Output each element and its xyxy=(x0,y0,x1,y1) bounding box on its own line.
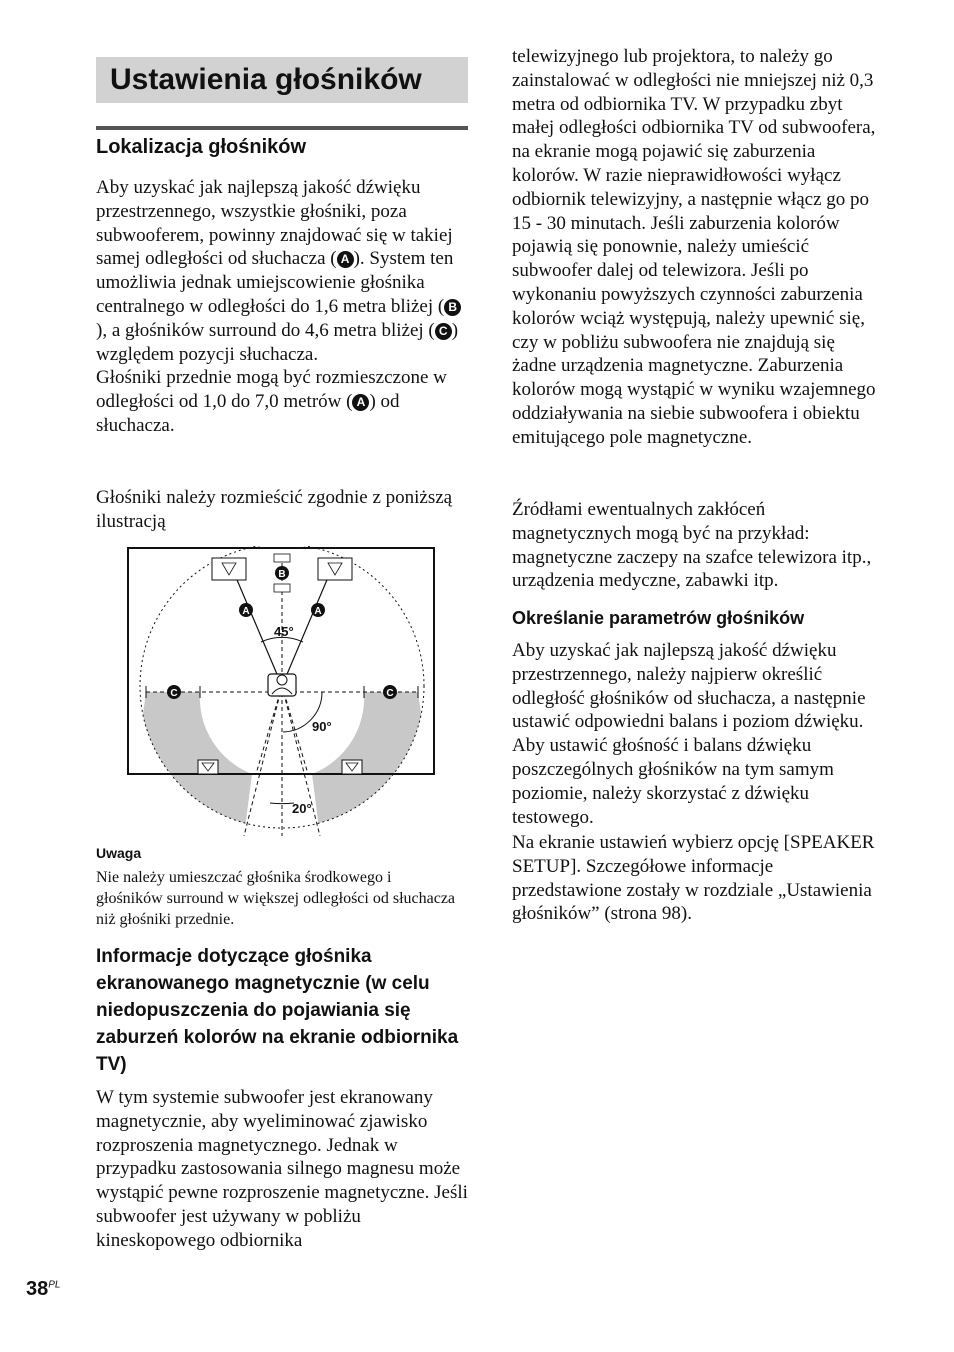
surround-right-speaker xyxy=(342,760,362,774)
angle-label-rear: 20° xyxy=(292,801,312,816)
paragraph-informacje-2: Źródłami ewentualnych zakłóceń magnetycznych mogą być na przykład: magnetyczne zaczepy na szafce telewizora itp., urządzenia medyczne, zabawki itp. xyxy=(512,499,872,592)
surround-left-speaker xyxy=(198,760,218,774)
paragraph-informacje-1-cont: telewizyjnego lub projektora, to należy go zainstalować w odległości nie mniejszej niż 0,3 metra od odbiornika TV. W przypadku zbyt małej odległości odbiornika TV od subwoofera, na ekranie mogą pojawić się zaburzenia kolorów. W razie nieprawidłowości wyłącz odbiornik telewizyjny, a następnie włącz go po 15 - 30 minutach. Jeśli zaburzenia kolorów pojawią się ponownie, należy umieścić subwoofer dalej od telewizora. Jeśli po wykonaniu powyższych czynności zaburzenia kolorów wciąż występują, należy upewnić się, czy w pobliżu subwoofera nie znajdują się żadne urządzenia magnetyczne. Zaburzenia kolorów mogą wystąpić w wyniku wzajemnego oddziaływania na siebie subwoofera i obiektu emitującego pole magnetyczne. xyxy=(512,46,876,448)
badge-a: A xyxy=(337,251,354,268)
page-title: Ustawienia głośników xyxy=(96,57,468,103)
surround-zone-left xyxy=(126,692,252,836)
svg-text:A: A xyxy=(314,606,322,617)
text-span: ). System ten umożliwia jednak umiejscowienie głośnika centralnego w odległości do 1,6 metra bliżej ( xyxy=(96,248,454,317)
paragraph-okreslanie-1: Aby uzyskać jak najlepszą jakość dźwięku przestrzennego, należy najpierw określić odległość głośników od słuchacza, a następnie ustawić odpowiedni balans i poziom dźwięku. Aby ustawić głośność i balans dźwięku poszczególnych głośników na tym samym poziomie, należy skorzystać z dźwięku testowego. xyxy=(512,640,866,828)
listener-icon xyxy=(268,674,296,696)
paragraph-lokalizacja-1 xyxy=(96,176,468,438)
svg-text:B: B xyxy=(278,569,286,580)
angle-label-side: 90° xyxy=(312,719,332,734)
paragraph-okreslanie-2: Na ekranie ustawień wybierz opcję [SPEAKER SETUP]. Szczegółowe informacje przedstawione zostały w rozdziale „Ustawienia głośników” (strona 98). xyxy=(512,832,875,925)
page-number xyxy=(26,1278,60,1301)
page-number-suffix: PL xyxy=(48,1279,61,1291)
svg-text:C: C xyxy=(386,688,394,699)
diagram-badge-a-left xyxy=(239,603,253,617)
speaker-placement-diagram xyxy=(126,546,438,836)
badge-a: A xyxy=(352,394,369,411)
heading-informacje: Informacje dotyczące głośnika ekranowanego magnetycznie (w celu niedopuszczenia do pojawiania się zaburzeń kolorów na ekranie odbiornika TV) xyxy=(96,946,459,1075)
text-span: Głośniki przednie mogą być rozmieszczone w odległości od 1,0 do 7,0 metrów ( xyxy=(96,367,447,413)
diagram-badge-b xyxy=(275,566,289,580)
note-text: Nie należy umieszczać głośnika środkowego i głośników surround w większej odległości od słuchacza niż głośniki przednie. xyxy=(96,869,456,928)
svg-text:A: A xyxy=(242,606,250,617)
badge-c: C xyxy=(435,323,452,340)
front-left-speaker xyxy=(212,558,246,580)
note-label: Uwaga xyxy=(96,845,142,861)
front-right-speaker xyxy=(318,558,352,580)
surround-zone-right xyxy=(312,692,438,836)
badge-b: B xyxy=(444,299,461,316)
page-number-value: 38 xyxy=(26,1278,49,1300)
diagram-badge-c-left xyxy=(167,685,181,699)
angle-label-front: 45° xyxy=(274,624,294,639)
diagram-badge-a-right xyxy=(311,603,325,617)
text-span: Aby uzyskać jak najlepszą jakość dźwięku przestrzennego, wszystkie głośniki, poza subwooferem, powinny znajdować się w takiej samej odległości od słuchacza ( xyxy=(96,177,453,270)
paragraph-informacje-1: W tym systemie subwoofer jest ekranowany magnetycznie, aby wyeliminować zjawisko rozproszenia magnetycznego. Jednak w przypadku zastosowania silnego magnesu może wystąpić pewne rozproszenie magnetyczne. Jeśli subwoofer jest używany w pobliżu kineskopowego odbiornika xyxy=(96,1087,468,1251)
text-span: ), a głośników surround do 4,6 metra bliżej ( xyxy=(96,319,435,341)
heading-lokalizacja: Lokalizacja głośników xyxy=(96,136,307,158)
heading-okreslanie: Określanie parametrów głośników xyxy=(512,608,805,628)
svg-text:C: C xyxy=(170,688,178,699)
diagram-badge-c-right xyxy=(383,685,397,699)
text-span: ) od słuchacza. xyxy=(96,391,400,436)
text-span: ) względem pozycji słuchacza. xyxy=(96,319,459,365)
paragraph-lokalizacja-3: Głośniki należy rozmieścić zgodnie z poniższą ilustracją xyxy=(96,487,453,532)
section-rule xyxy=(96,126,468,130)
